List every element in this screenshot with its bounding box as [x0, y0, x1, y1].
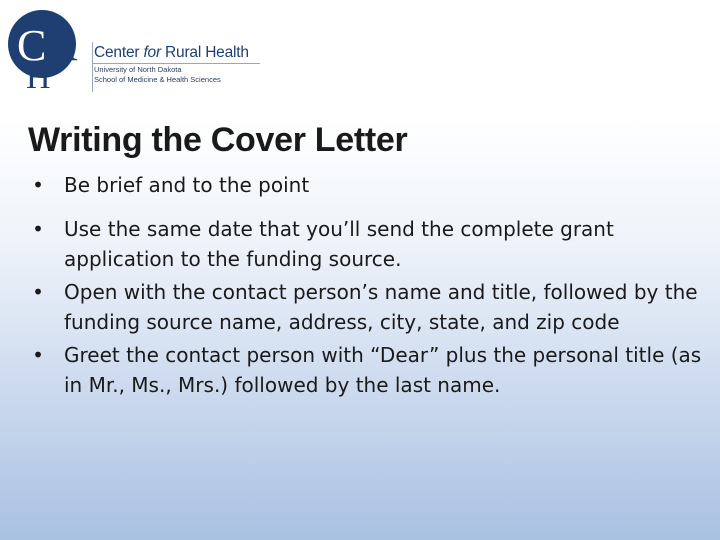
bullet-icon: •	[32, 173, 44, 197]
monogram-h: H	[26, 59, 51, 94]
org-university: University of North Dakota	[94, 65, 182, 74]
slide-title: Writing the Cover Letter	[28, 121, 408, 159]
bullet-icon: •	[32, 217, 44, 241]
list-item	[28, 340, 712, 400]
bullet-icon: •	[32, 343, 44, 367]
bullet-text: Use the same date that you’ll send the complete grant application to the funding source.	[64, 217, 614, 271]
monogram-r: R	[48, 21, 78, 70]
logo-divider	[92, 63, 260, 64]
bullet-icon: •	[32, 280, 44, 304]
bullet-list	[28, 170, 712, 400]
logo-divider-vertical	[92, 42, 93, 92]
monogram-c: C	[17, 21, 47, 70]
crh-monogram-icon	[4, 2, 94, 94]
center-for-rural-health-logo	[4, 2, 264, 94]
bullet-text: Be brief and to the point	[64, 173, 310, 197]
list-item	[28, 277, 712, 337]
bullet-text: Open with the contact person’s name and title, followed by the funding source name, address, city, state, and zip code	[64, 280, 698, 334]
org-school: School of Medicine & Health Sciences	[94, 75, 221, 84]
bullet-text: Greet the contact person with “Dear” plus the personal title (as in Mr., Ms., Mrs.) followed by the last name.	[64, 343, 702, 397]
list-item	[28, 170, 712, 200]
org-name: Center for Rural Health	[94, 44, 249, 61]
list-item	[28, 214, 712, 274]
